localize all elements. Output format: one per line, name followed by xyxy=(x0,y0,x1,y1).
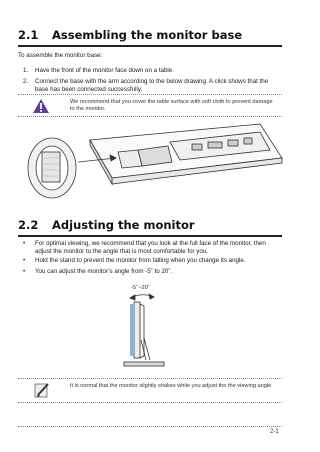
note-divider-bottom xyxy=(18,116,282,117)
tilt-note-text: It is normal that the monitor slightly shakes while you adjust the the viewing angle. xyxy=(70,383,273,389)
warning-note-text: We recommend that you cover the table surface with soft cloth to prevent damage to the monitor. xyxy=(70,99,273,113)
step-text: Have the front of the monitor face down on a table. xyxy=(35,67,174,74)
bullet-item xyxy=(23,268,279,276)
bullet-text: For optimal viewing, we recommend that you look at the full face of the monitor, then adjust the monitor to the angle that is most comfortable for you. xyxy=(35,240,266,255)
bullet-mark: • xyxy=(23,268,26,275)
step-number: 1. xyxy=(23,67,29,74)
note-divider-top xyxy=(18,378,282,379)
section-title: Assembling the monitor base xyxy=(52,28,243,42)
intro-text: To assemble the monitor base: xyxy=(18,52,103,59)
bullet-text: Hold the stand to prevent the monitor from falling when you change its angle. xyxy=(35,257,246,264)
angle-label: -5˚~20˚ xyxy=(131,285,150,291)
page-number: 2-1 xyxy=(270,429,279,435)
note-divider-bottom xyxy=(18,402,282,403)
pencil-note-icon xyxy=(33,381,51,399)
bullet-item xyxy=(23,240,279,256)
heading-rule xyxy=(18,235,282,237)
step-1 xyxy=(23,67,278,75)
section-title: Adjusting the monitor xyxy=(52,218,195,232)
step-2 xyxy=(23,78,278,94)
bullet-item xyxy=(23,257,279,265)
section-number: 2.1 xyxy=(18,28,39,42)
section-heading-2-2 xyxy=(18,218,195,232)
section-heading-2-1 xyxy=(18,28,242,42)
heading-rule xyxy=(18,45,282,47)
note-divider-top xyxy=(18,94,282,95)
bullet-mark: • xyxy=(23,257,26,264)
warning-icon xyxy=(32,98,50,114)
bullet-mark: • xyxy=(23,240,26,247)
step-number: 2. xyxy=(23,78,29,85)
step-text: Connect the base with the arm according to the below drawing. A click shows that the base has been connected successfully. xyxy=(35,78,269,93)
base-assembly-illustration xyxy=(20,118,290,200)
monitor-tilt-illustration xyxy=(110,290,170,374)
footer-rule xyxy=(18,426,282,427)
bullet-text: You can adjust the monitor’s angle from -5˚ to 20˚. xyxy=(35,268,173,275)
section-number: 2.2 xyxy=(18,218,39,232)
